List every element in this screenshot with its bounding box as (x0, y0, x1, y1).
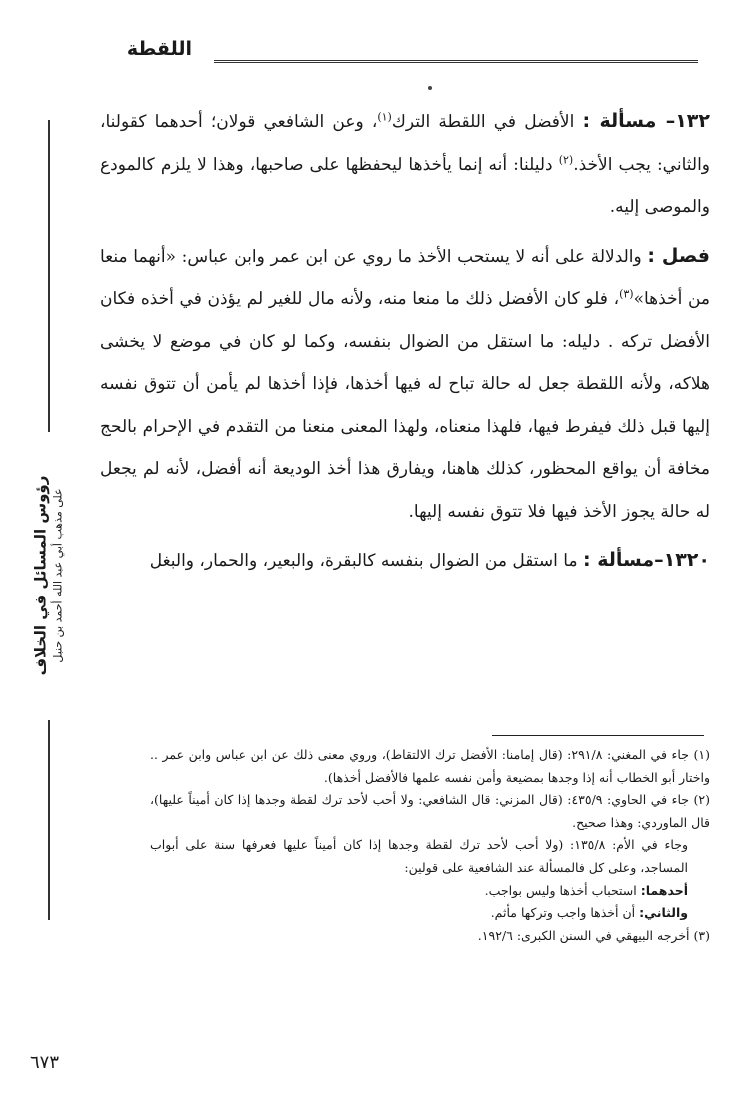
footnote-1: (١) جاء في المغني: ٢٩١/٨: (قال إمامنا: الأفضل ترك الالتقاط)، وروي معنى ذلك عن ابن عباس وابن عمر .. واختار أبو الخطاب أنه إذا وجدها بمضيعة وأمن نفسه علمها فالأفضل أخذها). (150, 747, 710, 785)
side-rule-top (48, 120, 50, 432)
side-caption (10, 440, 86, 710)
footnote-3: (٣) أخرجه البيهقي في السنن الكبرى: ١٩٢/٦. (477, 927, 710, 943)
footnote-2: (٢) جاء في الحاوي: ٤٣٥/٩: (قال المزني: قال الشافعي: ولا أحب لأحد ترك لقطة وجدها إذا كان أميناً عليها)، قال الماوردي: وهذا صحيح. (150, 792, 710, 830)
issue-label: ١٣٢٠–مسألة : (583, 549, 710, 571)
main-text (100, 100, 710, 583)
footnotes (150, 744, 710, 947)
footnote-ref-1: (١) (377, 110, 392, 124)
footnote-rule (492, 735, 704, 736)
paragraph-issue-132: ١٣٢– مسألة : الأفضل في اللقطة الترك$^{(١)}$، وعن الشافعي قولان؛ أحدهما كقولنا، والثاني: يجب الأخذ.$^{(٢)}$ دليلنا: أنه إنما يأخذها ليحفظها على صاحبها، وهذا لا يلزم كالمودع والموصى إليه. (100, 110, 710, 217)
header-rule (214, 60, 698, 63)
footnote-ref-3: (٣) (619, 287, 634, 301)
book-title: رؤوس المسائل في الخلاف (31, 475, 50, 675)
ink-dot (428, 86, 432, 90)
side-rule-bottom (48, 720, 50, 920)
footnote-2-first-opinion: أحدهما: استحباب أخذها وليس بواجب. (484, 882, 688, 898)
book-subtitle: على مذهب أبي عبد الله أحمد بن حنبل (51, 487, 65, 663)
footnote-2-second-opinion: والثاني: أن أخذها واجب وتركها مأثم. (490, 905, 688, 921)
chapter-title: اللقطة (126, 38, 192, 60)
paragraph-issue-1320: ١٣٢٠–مسألة : ما استقل من الضوال بنفسه كالبقرة، والبعير، والحمار، والبغل (149, 549, 710, 571)
footnote-ref-2: (٢) (558, 152, 574, 166)
fasl-label: فصل : (647, 244, 710, 267)
issue-label: ١٣٢– مسألة : (582, 110, 710, 132)
footnote-2-continued: وجاء في الأم: ١٣٥/٨: (ولا أحب لأحد ترك لقطة وجدها إذا كان أميناً عليها فعرفها سنة على أبواب المساجد، وعلى كل فالمسألة عند الشافعية على قولين: (150, 837, 688, 875)
page-number: ٦٧٣ (30, 1052, 60, 1073)
paragraph-fasl: فصل : والدلالة على أنه لا يستحب الأخذ ما روي عن ابن عمر وابن عباس: «أنهما منعا من أخذها»$^{(٣)}$، فلو كان الأفضل ذلك ما منعا منه، ولأنه مال للغير لم يؤذن في أخذه فكان الأفضل تركه . دليله: ما استقل من الضوال بنفسه، وكما لو كان في موضع لا يخشى هلاكه، ولأنه اللقطة جعل له حالة تباح له فيها أخذها، فإذا أخذها لم يأمن أن تتوق نفسه إليها قبل ذلك فيفرط فيها، فلهذا منعناه، ولهذا المعنى منعنا من التقدم في الإحرام بالحج مخافة أن يواقع المحظور، كذلك هاهنا، ويفارق هذا أخذ الوديعة أنه أفضل، لأنه لم يجعل له حالة يجوز الأخذ فيها فلا تتوق نفسه إليها. (100, 244, 710, 522)
